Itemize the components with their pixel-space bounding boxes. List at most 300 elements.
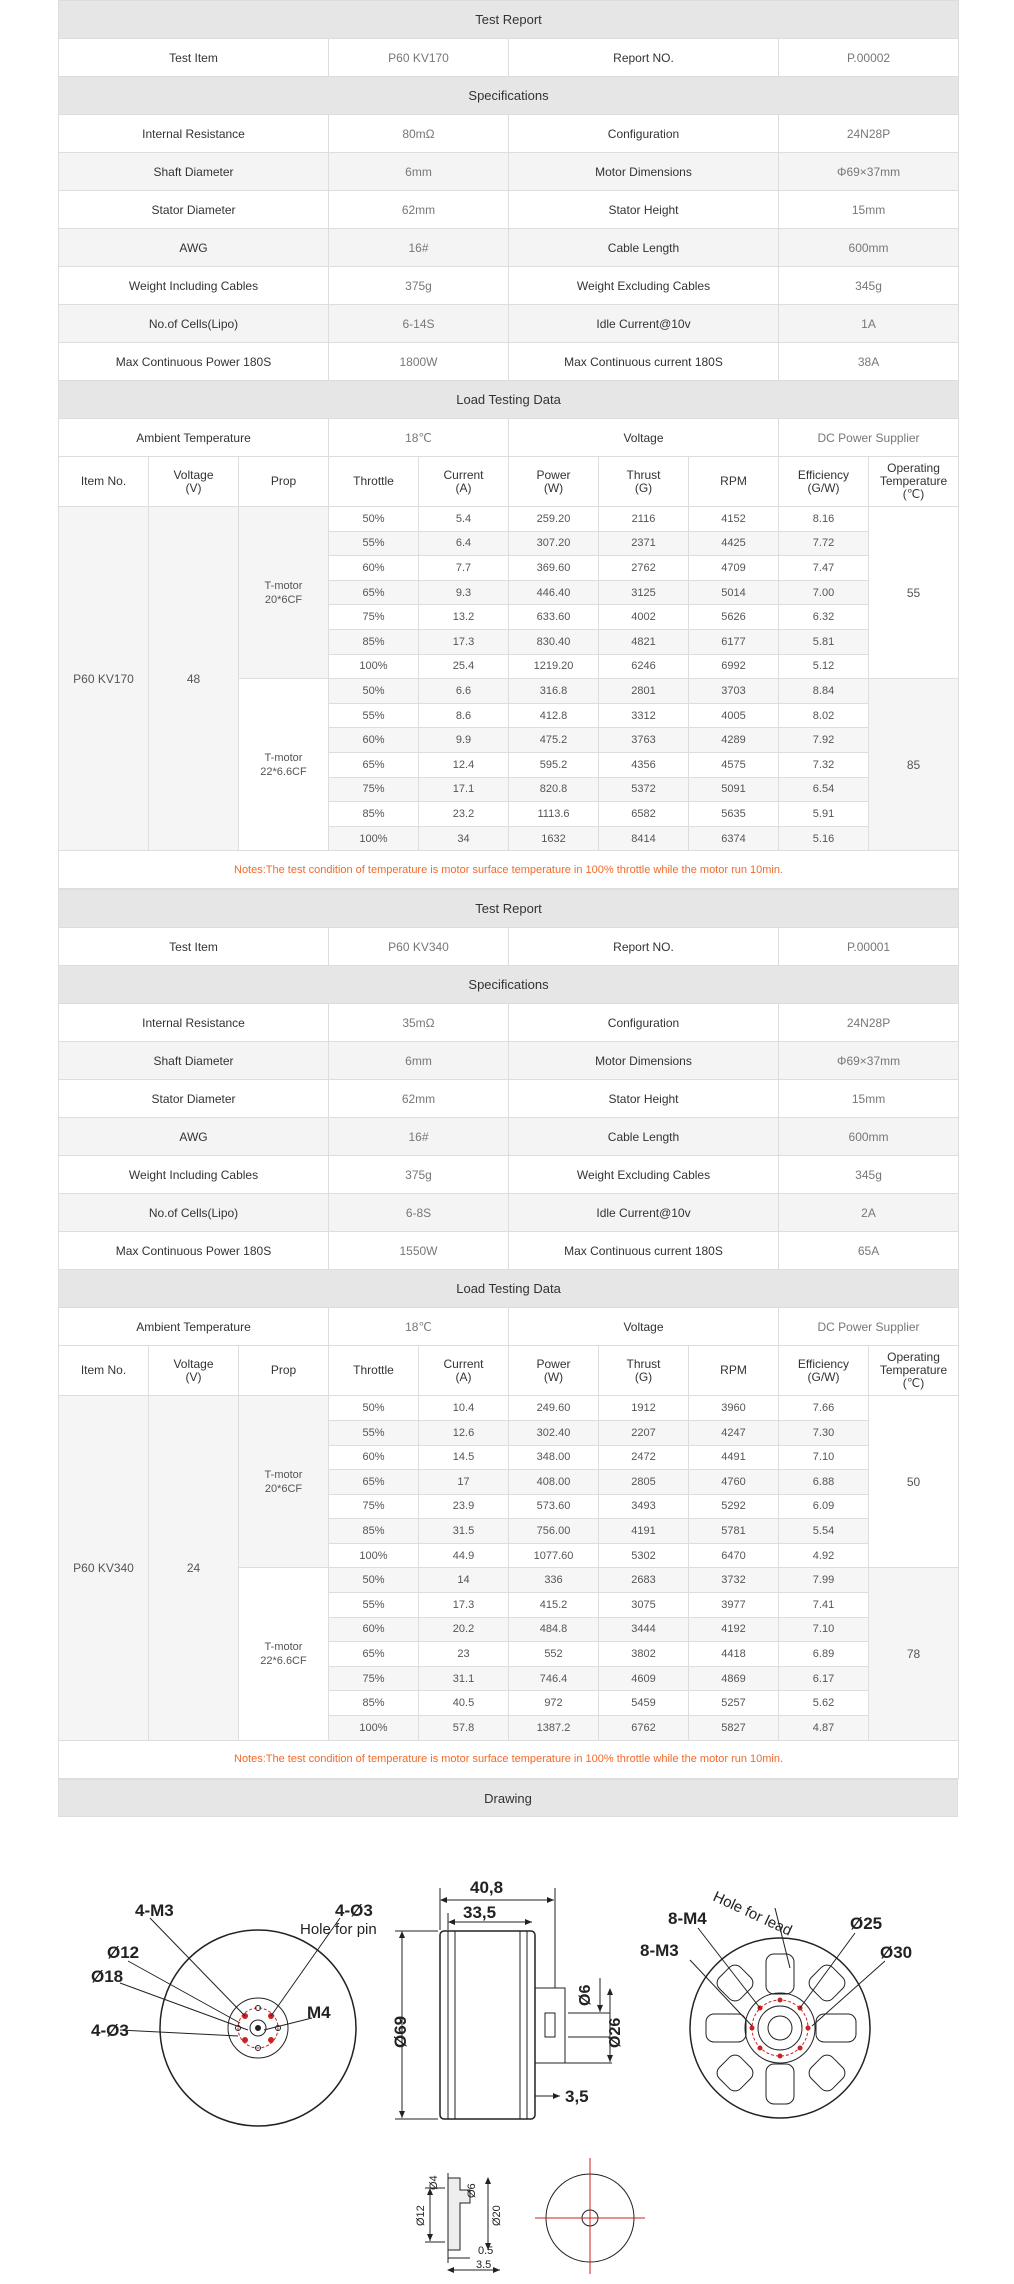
data-cell: 4192 bbox=[689, 1617, 779, 1642]
data-cell: 4869 bbox=[689, 1666, 779, 1691]
data-cell: 20.2 bbox=[419, 1617, 509, 1642]
spec-label: No.of Cells(Lipo) bbox=[59, 305, 329, 343]
data-cell: 23.9 bbox=[419, 1494, 509, 1519]
spec-value: Φ69×37mm bbox=[779, 153, 959, 191]
column-header-line: Operating bbox=[887, 1350, 940, 1365]
column-header bbox=[419, 1346, 509, 1396]
front-view bbox=[91, 1901, 377, 2126]
data-cell: 6.6 bbox=[419, 679, 509, 704]
data-cell: 8414 bbox=[599, 826, 689, 851]
column-header-line: (A) bbox=[455, 1369, 472, 1384]
column-header-line: (A) bbox=[455, 480, 472, 495]
column-header-line: Item No. bbox=[80, 474, 127, 488]
data-cell: 65% bbox=[329, 1470, 419, 1495]
spec-label: Stator Height bbox=[509, 1080, 779, 1118]
data-cell: 50% bbox=[329, 679, 419, 704]
notes: Notes:The test condition of temperature is motor surface temperature in 100% throttle while the motor run 10min. bbox=[59, 1740, 959, 1778]
data-cell: 412.8 bbox=[509, 703, 599, 728]
side-35-label: 3,5 bbox=[565, 2087, 589, 2106]
data-cell: 100% bbox=[329, 826, 419, 851]
data-cell: 17.3 bbox=[419, 1593, 509, 1618]
data-cell: 7.30 bbox=[779, 1420, 869, 1445]
data-cell: 6246 bbox=[599, 654, 689, 679]
test-item-value: P60 KV340 bbox=[329, 928, 509, 966]
data-cell: 595.2 bbox=[509, 752, 599, 777]
column-header bbox=[509, 1346, 599, 1396]
spec-label: Configuration bbox=[509, 115, 779, 153]
data-cell: 55% bbox=[329, 703, 419, 728]
spec-value: 375g bbox=[329, 267, 509, 305]
data-cell: 4247 bbox=[689, 1420, 779, 1445]
data-cell: 5635 bbox=[689, 802, 779, 827]
column-header bbox=[509, 457, 599, 507]
data-cell: 65% bbox=[329, 580, 419, 605]
test-item-value: P60 KV170 bbox=[329, 39, 509, 77]
front-d3-label: 4-Ø3 bbox=[335, 1901, 373, 1920]
column-header bbox=[59, 457, 149, 507]
data-cell: 6374 bbox=[689, 826, 779, 851]
data-cell: 820.8 bbox=[509, 777, 599, 802]
voltage-cell: 48 bbox=[149, 507, 239, 851]
data-cell: 7.99 bbox=[779, 1568, 869, 1593]
load-testing-title: Load Testing Data bbox=[59, 1270, 959, 1308]
data-cell: 3732 bbox=[689, 1568, 779, 1593]
data-cell: 50% bbox=[329, 1396, 419, 1421]
data-cell: 415.2 bbox=[509, 1593, 599, 1618]
spec-value: 24N28P bbox=[779, 1004, 959, 1042]
data-cell: 5459 bbox=[599, 1691, 689, 1716]
data-cell: 316.8 bbox=[509, 679, 599, 704]
voltage-value: DC Power Supplier bbox=[779, 1308, 959, 1346]
column-header bbox=[419, 457, 509, 507]
data-cell: 2116 bbox=[599, 507, 689, 532]
spec-label: Max Continuous current 180S bbox=[509, 343, 779, 381]
column-header-line: Temperature bbox=[879, 1363, 948, 1378]
data-cell: 7.66 bbox=[779, 1396, 869, 1421]
drawing-area bbox=[0, 1858, 1014, 2278]
data-cell: 3444 bbox=[599, 1617, 689, 1642]
column-header-line: Throttle bbox=[353, 1363, 394, 1378]
column-header bbox=[329, 457, 419, 507]
data-cell: 14.5 bbox=[419, 1445, 509, 1470]
spec-label: Internal Resistance bbox=[59, 115, 329, 153]
prop-name-line: T-motor bbox=[264, 1641, 303, 1654]
data-cell: 6.4 bbox=[419, 531, 509, 556]
data-cell: 8.6 bbox=[419, 703, 509, 728]
data-cell: 7.72 bbox=[779, 531, 869, 556]
column-header-line: (G/W) bbox=[807, 1369, 840, 1384]
data-cell: 4191 bbox=[599, 1519, 689, 1544]
data-cell: 23.2 bbox=[419, 802, 509, 827]
front-d12-label: Ø12 bbox=[107, 1943, 140, 1962]
data-cell: 2472 bbox=[599, 1445, 689, 1470]
data-cell: 3493 bbox=[599, 1494, 689, 1519]
spec-label: Cable Length bbox=[509, 1118, 779, 1156]
column-header bbox=[869, 1346, 959, 1396]
hole-for-pin-label: Hole for pin bbox=[300, 1921, 377, 1938]
data-cell: 336 bbox=[509, 1568, 599, 1593]
column-header bbox=[329, 1346, 419, 1396]
spec-value: 2A bbox=[779, 1194, 959, 1232]
test-item-label: Test Item bbox=[59, 39, 329, 77]
data-cell: 55% bbox=[329, 531, 419, 556]
data-cell: 4.92 bbox=[779, 1543, 869, 1568]
prop-name-line: T-motor bbox=[264, 751, 303, 764]
column-header bbox=[239, 1346, 329, 1396]
column-header-line: Operating bbox=[887, 461, 940, 475]
data-cell: 60% bbox=[329, 556, 419, 581]
data-cell: 6.09 bbox=[779, 1494, 869, 1519]
data-cell: 85% bbox=[329, 1691, 419, 1716]
data-cell: 484.8 bbox=[509, 1617, 599, 1642]
spec-value: 15mm bbox=[779, 1080, 959, 1118]
small-d20-label: Ø20 bbox=[491, 2205, 503, 2226]
data-cell: 4152 bbox=[689, 507, 779, 532]
small-35-label: 3.5 bbox=[476, 2259, 492, 2271]
data-cell: 475.2 bbox=[509, 728, 599, 753]
ambient-temperature-label: Ambient Temperature bbox=[59, 419, 329, 457]
spec-label: No.of Cells(Lipo) bbox=[59, 1194, 329, 1232]
data-cell: 17 bbox=[419, 1470, 509, 1495]
data-cell: 746.4 bbox=[509, 1666, 599, 1691]
data-cell: 573.60 bbox=[509, 1494, 599, 1519]
data-cell: 2801 bbox=[599, 679, 689, 704]
small-d4-label: Ø4 bbox=[428, 2175, 440, 2190]
back-m3-label: 8-M3 bbox=[640, 1941, 679, 1960]
spec-value: 24N28P bbox=[779, 115, 959, 153]
front-m3-label: 4-M3 bbox=[135, 1901, 174, 1920]
data-cell: 3960 bbox=[689, 1396, 779, 1421]
back-m4-label: 8-M4 bbox=[668, 1909, 707, 1928]
data-cell: 3977 bbox=[689, 1593, 779, 1618]
column-header-line: (V) bbox=[185, 480, 202, 495]
column-header-line: (G) bbox=[634, 480, 653, 495]
spec-label: Stator Diameter bbox=[59, 191, 329, 229]
front-d18-label: Ø18 bbox=[91, 1967, 124, 1986]
spec-label: Idle Current@10v bbox=[509, 1194, 779, 1232]
data-cell: 75% bbox=[329, 777, 419, 802]
spec-label: Cable Length bbox=[509, 229, 779, 267]
data-cell: 55% bbox=[329, 1593, 419, 1618]
column-header bbox=[779, 457, 869, 507]
data-cell: 4418 bbox=[689, 1642, 779, 1667]
data-cell: 17.1 bbox=[419, 777, 509, 802]
data-cell: 9.9 bbox=[419, 728, 509, 753]
data-cell: 5.81 bbox=[779, 629, 869, 654]
report-no-label: Report NO. bbox=[509, 928, 779, 966]
side-d6-label: Ø6 bbox=[577, 1984, 594, 2006]
data-cell: 6582 bbox=[599, 802, 689, 827]
data-cell: 3763 bbox=[599, 728, 689, 753]
data-cell: 4.87 bbox=[779, 1716, 869, 1741]
data-cell: 249.60 bbox=[509, 1396, 599, 1421]
data-cell: 8.02 bbox=[779, 703, 869, 728]
prop-name-line: 22*6.6CF bbox=[260, 1655, 307, 1668]
prop-name-line: 20*6CF bbox=[264, 593, 303, 606]
spec-label: Weight Including Cables bbox=[59, 267, 329, 305]
spec-value: 6-14S bbox=[329, 305, 509, 343]
ambient-temperature-value: 18℃ bbox=[329, 419, 509, 457]
prop-name bbox=[239, 679, 329, 851]
spec-label: AWG bbox=[59, 229, 329, 267]
data-cell: 9.3 bbox=[419, 580, 509, 605]
report-title: Test Report bbox=[59, 1, 959, 39]
data-cell: 44.9 bbox=[419, 1543, 509, 1568]
data-cell: 7.41 bbox=[779, 1593, 869, 1618]
spec-label: Weight Excluding Cables bbox=[509, 1156, 779, 1194]
spec-value: 6mm bbox=[329, 153, 509, 191]
data-cell: 6.89 bbox=[779, 1642, 869, 1667]
spec-value: 6mm bbox=[329, 1042, 509, 1080]
column-header bbox=[239, 457, 329, 507]
data-cell: 4491 bbox=[689, 1445, 779, 1470]
data-cell: 7.47 bbox=[779, 556, 869, 581]
data-cell: 50% bbox=[329, 507, 419, 532]
operating-temperature: 85 bbox=[869, 679, 959, 851]
data-cell: 5372 bbox=[599, 777, 689, 802]
column-header-line: (℃) bbox=[902, 1376, 925, 1391]
data-cell: 756.00 bbox=[509, 1519, 599, 1544]
adapter-front-view bbox=[535, 2158, 645, 2274]
spec-label: Shaft Diameter bbox=[59, 153, 329, 191]
spec-label: Motor Dimensions bbox=[509, 1042, 779, 1080]
data-cell: 5.54 bbox=[779, 1519, 869, 1544]
load-testing-title: Load Testing Data bbox=[59, 381, 959, 419]
spec-value: 65A bbox=[779, 1232, 959, 1270]
specifications-title: Specifications bbox=[59, 966, 959, 1004]
data-cell: 100% bbox=[329, 654, 419, 679]
column-header bbox=[689, 1346, 779, 1396]
data-cell: 4425 bbox=[689, 531, 779, 556]
data-cell: 259.20 bbox=[509, 507, 599, 532]
column-header-line: RPM bbox=[720, 474, 747, 488]
data-cell: 12.4 bbox=[419, 752, 509, 777]
data-cell: 5.62 bbox=[779, 1691, 869, 1716]
data-cell: 65% bbox=[329, 752, 419, 777]
data-cell: 633.60 bbox=[509, 605, 599, 630]
spec-value: 16# bbox=[329, 1118, 509, 1156]
side-335-label: 33,5 bbox=[463, 1903, 497, 1922]
data-cell: 3125 bbox=[599, 580, 689, 605]
data-cell: 12.6 bbox=[419, 1420, 509, 1445]
report-no-value: P.00002 bbox=[779, 39, 959, 77]
data-cell: 4821 bbox=[599, 629, 689, 654]
data-cell: 65% bbox=[329, 1642, 419, 1667]
side-d26-label: Ø26 bbox=[607, 2017, 624, 2048]
notes: Notes:The test condition of temperature is motor surface temperature in 100% throttle while the motor run 10min. bbox=[59, 851, 959, 889]
data-cell: 2805 bbox=[599, 1470, 689, 1495]
column-header-line: (G) bbox=[634, 1369, 653, 1384]
data-cell: 10.4 bbox=[419, 1396, 509, 1421]
spec-label: Internal Resistance bbox=[59, 1004, 329, 1042]
data-cell: 4760 bbox=[689, 1470, 779, 1495]
column-header-line: Prop bbox=[270, 474, 297, 488]
spec-value: 345g bbox=[779, 1156, 959, 1194]
column-header-line: Temperature bbox=[879, 474, 948, 488]
column-header-line: Current bbox=[443, 467, 484, 482]
data-cell: 5827 bbox=[689, 1716, 779, 1741]
spec-value: 62mm bbox=[329, 191, 509, 229]
data-cell: 6762 bbox=[599, 1716, 689, 1741]
spec-value: 16# bbox=[329, 229, 509, 267]
data-cell: 7.00 bbox=[779, 580, 869, 605]
data-cell: 34 bbox=[419, 826, 509, 851]
data-cell: 6.17 bbox=[779, 1666, 869, 1691]
data-cell: 8.84 bbox=[779, 679, 869, 704]
data-cell: 5302 bbox=[599, 1543, 689, 1568]
data-cell: 1387.2 bbox=[509, 1716, 599, 1741]
data-cell: 446.40 bbox=[509, 580, 599, 605]
data-cell: 13.2 bbox=[419, 605, 509, 630]
data-cell: 75% bbox=[329, 605, 419, 630]
data-cell: 2683 bbox=[599, 1568, 689, 1593]
data-cell: 3703 bbox=[689, 679, 779, 704]
column-header-line: (W) bbox=[543, 1369, 564, 1384]
adapter-section-view bbox=[415, 2173, 503, 2271]
data-cell: 6177 bbox=[689, 629, 779, 654]
data-cell: 3802 bbox=[599, 1642, 689, 1667]
column-header bbox=[599, 457, 689, 507]
data-cell: 5626 bbox=[689, 605, 779, 630]
data-cell: 3075 bbox=[599, 1593, 689, 1618]
data-cell: 7.92 bbox=[779, 728, 869, 753]
report-no-value: P.00001 bbox=[779, 928, 959, 966]
data-cell: 75% bbox=[329, 1494, 419, 1519]
small-d6-label: Ø6 bbox=[466, 2183, 478, 2198]
spec-label: Weight Excluding Cables bbox=[509, 267, 779, 305]
data-cell: 1912 bbox=[599, 1396, 689, 1421]
data-cell: 1219.20 bbox=[509, 654, 599, 679]
operating-temperature: 78 bbox=[869, 1568, 959, 1740]
data-cell: 2207 bbox=[599, 1420, 689, 1445]
spec-value: 15mm bbox=[779, 191, 959, 229]
spec-value: Φ69×37mm bbox=[779, 1042, 959, 1080]
column-header-line: Throttle bbox=[353, 474, 394, 488]
column-header-line: Item No. bbox=[80, 1363, 127, 1378]
data-cell: 75% bbox=[329, 1666, 419, 1691]
drawing-title: Drawing bbox=[58, 1779, 958, 1817]
data-cell: 1077.60 bbox=[509, 1543, 599, 1568]
spec-sheet bbox=[58, 0, 958, 1817]
data-cell: 7.32 bbox=[779, 752, 869, 777]
data-cell: 4575 bbox=[689, 752, 779, 777]
data-cell: 14 bbox=[419, 1568, 509, 1593]
data-cell: 4005 bbox=[689, 703, 779, 728]
data-cell: 5.4 bbox=[419, 507, 509, 532]
column-header-line: Power bbox=[536, 467, 571, 482]
spec-value: 600mm bbox=[779, 1118, 959, 1156]
column-header bbox=[149, 457, 239, 507]
spec-label: Stator Height bbox=[509, 191, 779, 229]
data-cell: 5.12 bbox=[779, 654, 869, 679]
data-cell: 6.32 bbox=[779, 605, 869, 630]
spec-value: 80mΩ bbox=[329, 115, 509, 153]
data-cell: 8.16 bbox=[779, 507, 869, 532]
data-cell: 25.4 bbox=[419, 654, 509, 679]
data-cell: 7.10 bbox=[779, 1617, 869, 1642]
spec-value: 6-8S bbox=[329, 1194, 509, 1232]
data-cell: 60% bbox=[329, 728, 419, 753]
test-item-label: Test Item bbox=[59, 928, 329, 966]
data-cell: 2762 bbox=[599, 556, 689, 581]
spec-label: Idle Current@10v bbox=[509, 305, 779, 343]
data-cell: 4289 bbox=[689, 728, 779, 753]
spec-value: 1A bbox=[779, 305, 959, 343]
report-table-2 bbox=[58, 889, 959, 1778]
report-table-1 bbox=[58, 0, 959, 889]
operating-temperature: 50 bbox=[869, 1396, 959, 1568]
operating-temperature: 55 bbox=[869, 507, 959, 679]
column-header-line: Current bbox=[443, 1356, 484, 1371]
column-header-line: Efficiency bbox=[797, 467, 850, 482]
column-header-line: (V) bbox=[185, 1369, 202, 1384]
spec-label: Motor Dimensions bbox=[509, 153, 779, 191]
data-cell: 348.00 bbox=[509, 1445, 599, 1470]
data-cell: 6.88 bbox=[779, 1470, 869, 1495]
spec-label: Max Continuous Power 180S bbox=[59, 1232, 329, 1270]
data-cell: 369.60 bbox=[509, 556, 599, 581]
column-header-line: Thrust bbox=[626, 467, 661, 482]
spec-value: 345g bbox=[779, 267, 959, 305]
column-header bbox=[689, 457, 779, 507]
data-cell: 5292 bbox=[689, 1494, 779, 1519]
spec-label: AWG bbox=[59, 1118, 329, 1156]
front-m4-label: M4 bbox=[307, 2003, 331, 2022]
data-cell: 60% bbox=[329, 1617, 419, 1642]
data-cell: 4002 bbox=[599, 605, 689, 630]
spec-label: Weight Including Cables bbox=[59, 1156, 329, 1194]
prop-name bbox=[239, 1396, 329, 1568]
data-cell: 408.00 bbox=[509, 1470, 599, 1495]
data-cell: 5014 bbox=[689, 580, 779, 605]
voltage-cell: 24 bbox=[149, 1396, 239, 1740]
specifications-title: Specifications bbox=[59, 77, 959, 115]
data-cell: 1113.6 bbox=[509, 802, 599, 827]
spec-value: 600mm bbox=[779, 229, 959, 267]
data-cell: 50% bbox=[329, 1568, 419, 1593]
spec-value: 1800W bbox=[329, 343, 509, 381]
data-cell: 6470 bbox=[689, 1543, 779, 1568]
spec-label: Configuration bbox=[509, 1004, 779, 1042]
data-cell: 3312 bbox=[599, 703, 689, 728]
small-d12-label: Ø12 bbox=[415, 2205, 427, 2226]
report-title: Test Report bbox=[59, 890, 959, 928]
column-header bbox=[779, 1346, 869, 1396]
voltage-label: Voltage bbox=[509, 419, 779, 457]
data-cell: 7.7 bbox=[419, 556, 509, 581]
back-d30-label: Ø30 bbox=[880, 1943, 913, 1962]
data-cell: 4356 bbox=[599, 752, 689, 777]
column-header-line: Prop bbox=[270, 1363, 297, 1378]
prop-name-line: 22*6.6CF bbox=[260, 765, 307, 778]
spec-value: 1550W bbox=[329, 1232, 509, 1270]
spec-value: 35mΩ bbox=[329, 1004, 509, 1042]
data-cell: 60% bbox=[329, 1445, 419, 1470]
column-header bbox=[869, 457, 959, 507]
column-header-line: (℃) bbox=[902, 487, 925, 501]
side-408-label: 40,8 bbox=[470, 1878, 504, 1897]
data-cell: 85% bbox=[329, 802, 419, 827]
data-cell: 830.40 bbox=[509, 629, 599, 654]
column-header-line: (G/W) bbox=[807, 480, 840, 495]
prop-name bbox=[239, 507, 329, 679]
data-cell: 57.8 bbox=[419, 1716, 509, 1741]
column-header-line: Thrust bbox=[626, 1356, 661, 1371]
spec-label: Max Continuous Power 180S bbox=[59, 343, 329, 381]
data-cell: 55% bbox=[329, 1420, 419, 1445]
spec-value: 62mm bbox=[329, 1080, 509, 1118]
hole-for-lead-label: Hole for lead bbox=[710, 1888, 795, 1940]
